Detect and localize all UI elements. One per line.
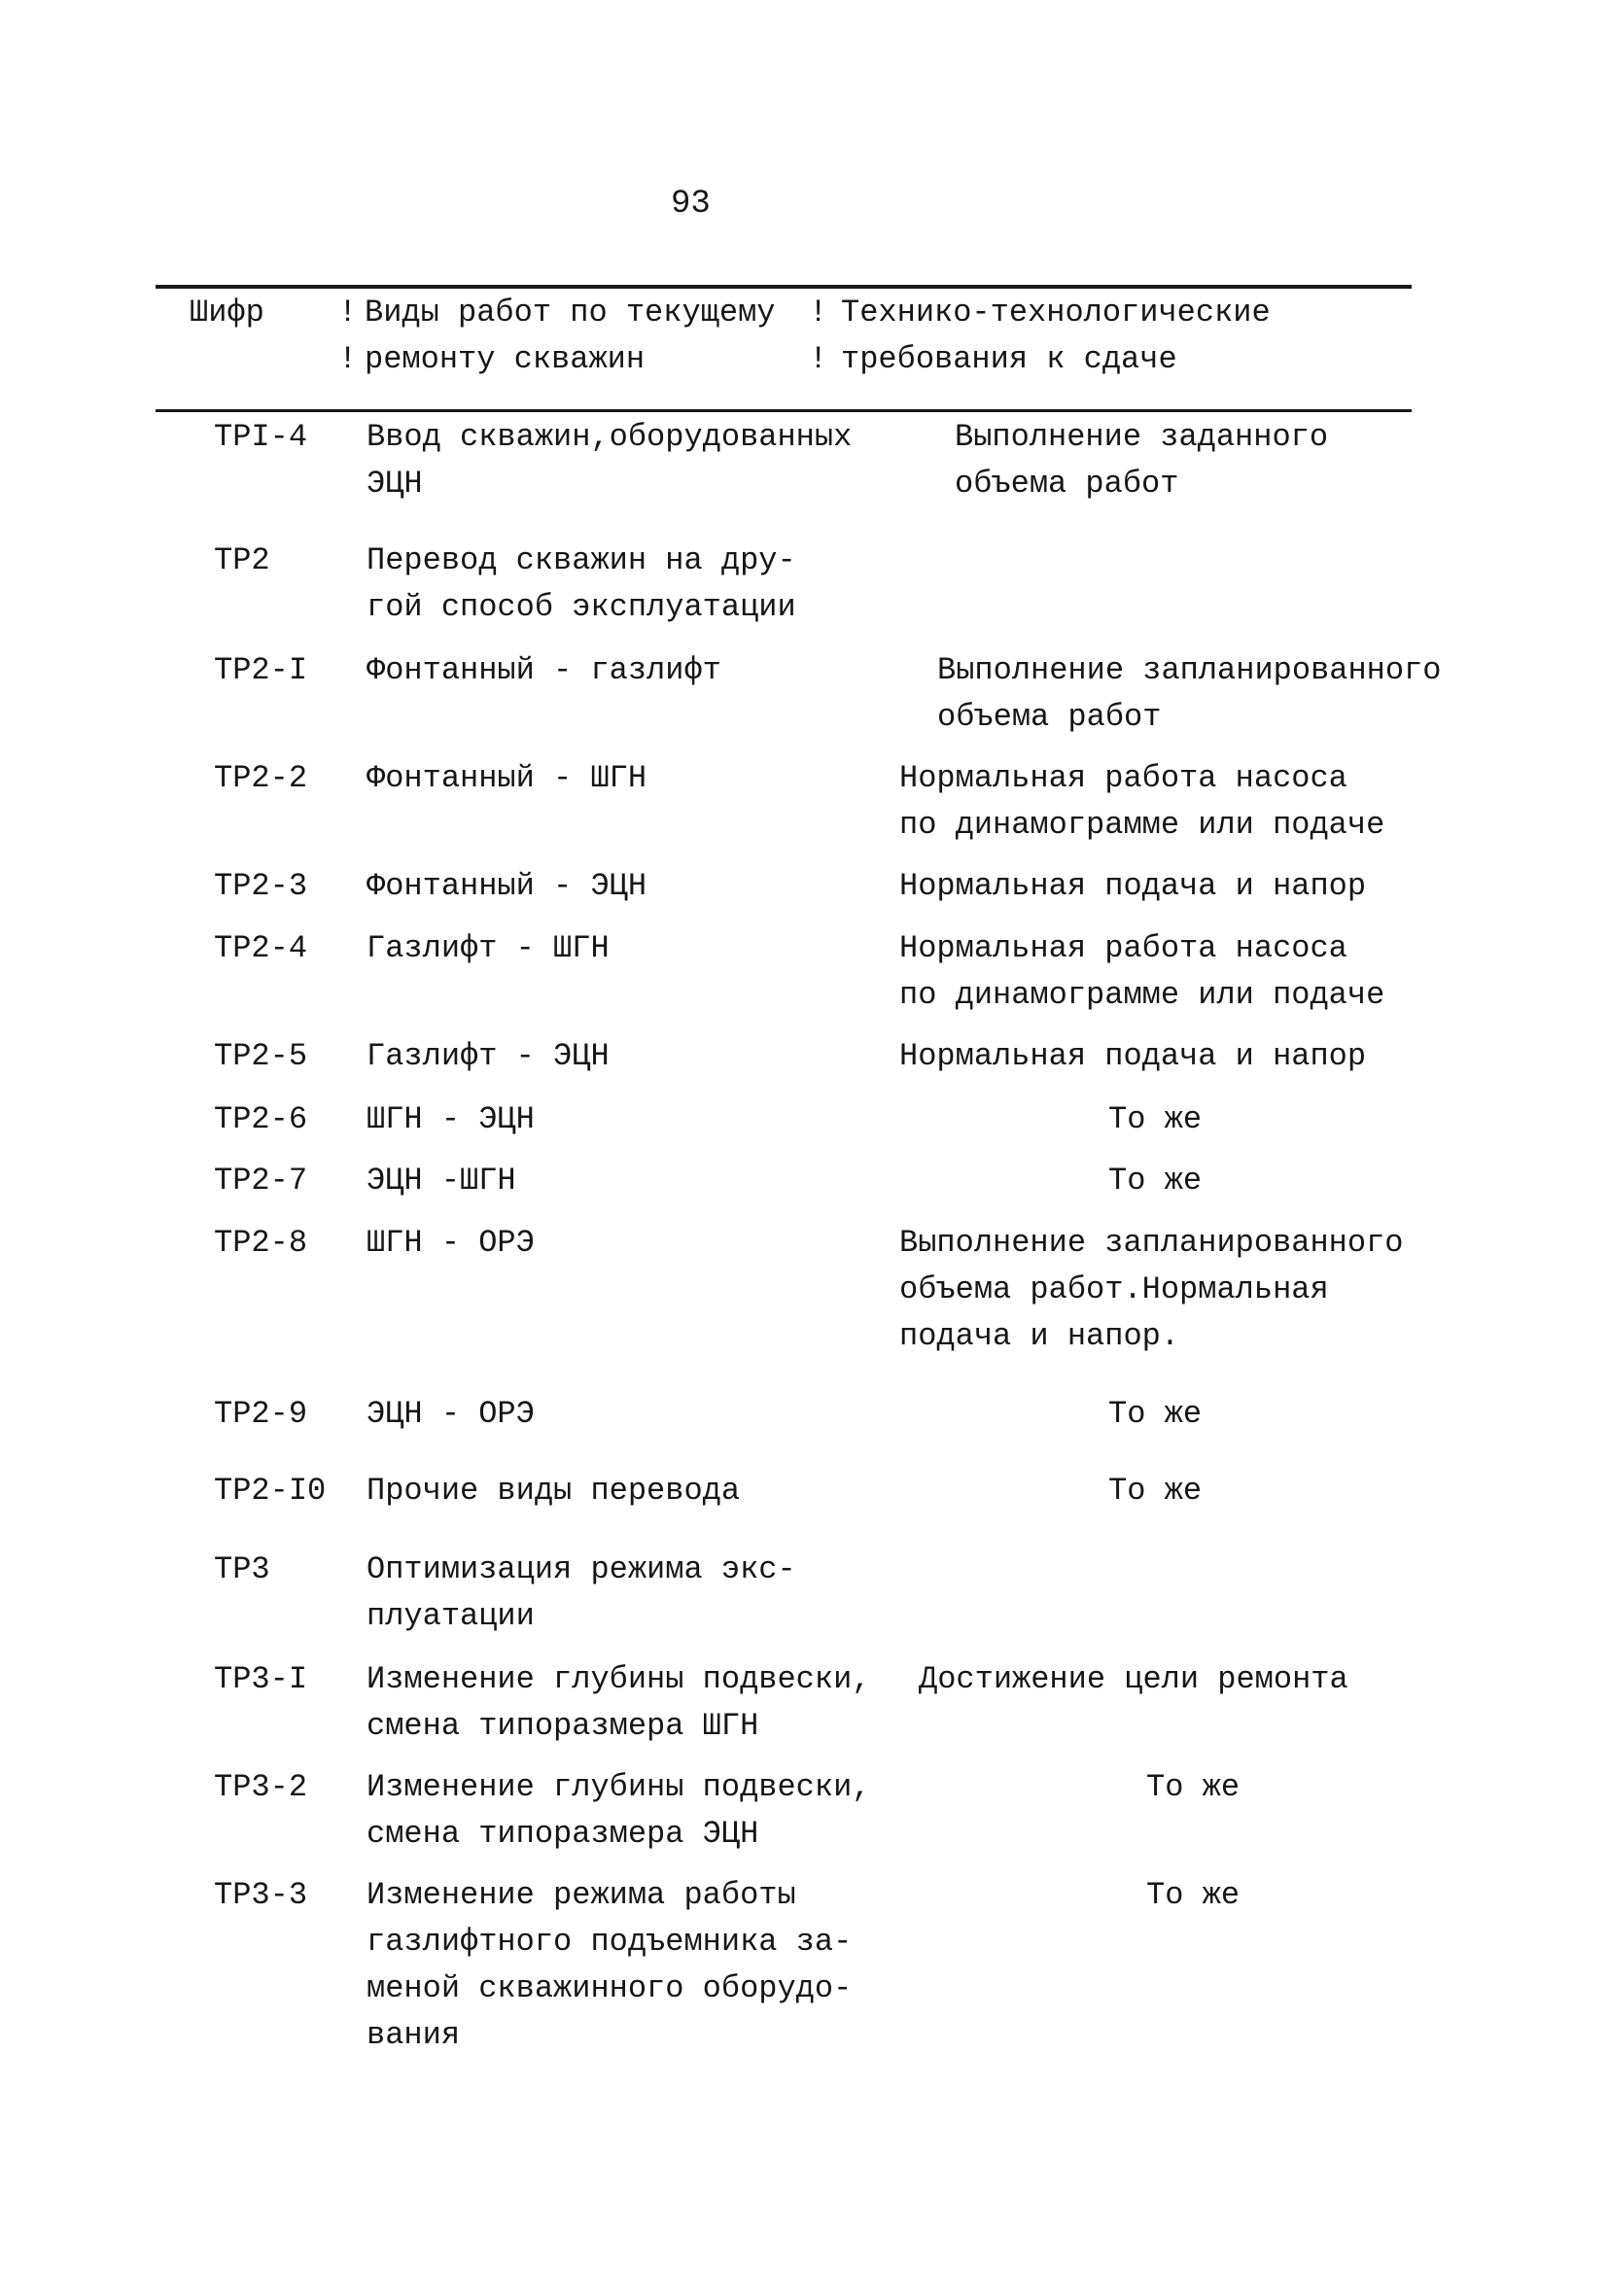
work-line: Газлифт - ЭЦН (367, 1038, 610, 1074)
work-line: Изменение режима работы (367, 1877, 796, 1913)
requirement-line: То же (1146, 1877, 1241, 1913)
table-header-rule (156, 409, 1412, 412)
row-code: ТР2 (214, 542, 270, 578)
requirement-line: Достижение цели ремонта (919, 1661, 1348, 1697)
row-requirement (1108, 1391, 1202, 1438)
requirement-line: Нормальная подача и напор (899, 868, 1367, 904)
row-requirement (955, 414, 1328, 507)
requirement-line: Нормальная работа насоса (899, 760, 1347, 796)
work-line: ЭЦН -ШГН (367, 1163, 516, 1199)
row-code: ТР2-I0 (214, 1473, 327, 1509)
row-code: ТР3 (214, 1551, 270, 1587)
row-work (367, 647, 721, 694)
row-work (367, 1764, 870, 1858)
row-requirement (899, 863, 1366, 910)
row-work (367, 863, 647, 910)
row-code: ТР2-2 (214, 760, 308, 796)
row-requirement (1108, 1468, 1202, 1514)
work-line: смена типоразмера ЭЦН (367, 1816, 759, 1852)
row-code: ТР2-9 (214, 1396, 308, 1432)
row-requirement (1146, 1872, 1240, 1919)
requirement-line: объема работ (937, 699, 1162, 735)
row-work (367, 755, 647, 802)
work-line: ШГН - ОРЭ (367, 1225, 535, 1261)
work-line: Фонтанный - газлифт (367, 652, 721, 688)
row-code: ТР2-8 (214, 1225, 308, 1261)
row-work (367, 1033, 610, 1080)
requirement-line: То же (1108, 1473, 1203, 1509)
work-line: вания (367, 2017, 461, 2053)
row-requirement (899, 925, 1384, 1019)
row-requirement (899, 1033, 1366, 1080)
requirement-line: То же (1146, 1769, 1241, 1805)
row-work (367, 538, 796, 631)
work-line: Ввод скважин,оборудованных (367, 419, 853, 455)
work-line: смена типоразмера ШГН (367, 1708, 759, 1744)
header-requirements-line: требования к сдаче (841, 341, 1177, 377)
row-code: ТР3-3 (214, 1877, 308, 1913)
work-line: Газлифт - ШГН (367, 930, 610, 966)
requirement-line: Выполнение запланированного (899, 1225, 1404, 1261)
row-code: ТР2-4 (214, 930, 308, 966)
row-work (367, 1158, 516, 1204)
header-requirements-line: Технико-технологические (841, 295, 1271, 330)
row-requirement (937, 647, 1441, 741)
work-line: ЭЦН (367, 466, 423, 502)
work-line: Оптимизация режима экс- (367, 1551, 796, 1587)
row-requirement (919, 1656, 1348, 1703)
row-work (367, 414, 852, 507)
row-code: ТРI-4 (214, 419, 308, 455)
row-work (367, 1872, 852, 2059)
row-work (367, 1220, 535, 1267)
requirement-line: То же (1108, 1163, 1203, 1199)
row-work (367, 1096, 535, 1143)
work-line: Прочие виды перевода (367, 1473, 741, 1509)
work-line: Фонтанный - ШГН (367, 760, 647, 796)
requirement-line: Выполнение заданного (955, 419, 1329, 455)
row-code: ТР2-3 (214, 868, 308, 904)
work-line: Перевод скважин на дру- (367, 542, 796, 578)
row-code: ТР3-2 (214, 1769, 308, 1805)
row-requirement (1108, 1096, 1202, 1143)
row-requirement (1146, 1764, 1240, 1811)
work-line: Изменение глубины подвески, (367, 1769, 871, 1805)
work-line: ШГН - ЭЦН (367, 1101, 535, 1137)
row-requirement (899, 1220, 1403, 1360)
requirement-line: То же (1108, 1101, 1203, 1137)
row-code: ТР3-I (214, 1661, 308, 1697)
work-line: плуатации (367, 1598, 535, 1634)
row-code: ТР2-5 (214, 1038, 308, 1074)
header-work-line: ремонту скважин (365, 341, 646, 377)
requirement-line: объема работ (955, 466, 1179, 502)
requirement-line: Нормальная подача и напор (899, 1038, 1367, 1074)
work-line: Изменение глубины подвески, (367, 1661, 871, 1697)
requirement-line: Нормальная работа насоса (899, 930, 1347, 966)
row-work (367, 1468, 740, 1514)
requirement-line: подача и напор. (899, 1318, 1180, 1354)
requirement-line: объема работ.Нормальная (899, 1271, 1329, 1307)
header-separator: ! (338, 341, 358, 377)
header-separator: ! (338, 295, 358, 330)
work-line: газлифтного подъемника за- (367, 1924, 853, 1960)
header-separator: ! (809, 341, 828, 377)
header-separator: ! (809, 295, 828, 330)
requirement-line: по динамограмме или подаче (899, 977, 1385, 1013)
row-code: ТР2-6 (214, 1101, 308, 1137)
header-work-line: Виды работ по текущему (365, 295, 776, 330)
row-code: ТР2-I (214, 652, 308, 688)
requirement-line: по динамограмме или подаче (899, 807, 1385, 843)
page-number: 93 (671, 186, 711, 223)
row-requirement (899, 755, 1384, 849)
work-line: Фонтанный - ЭЦН (367, 868, 647, 904)
requirement-line: Выполнение запланированного (937, 652, 1442, 688)
header-code: Шифр (190, 295, 264, 330)
row-work (367, 1391, 535, 1438)
row-work (367, 1656, 870, 1750)
row-work (367, 925, 610, 972)
row-code: ТР2-7 (214, 1163, 308, 1199)
work-line: ЭЦН - ОРЭ (367, 1396, 535, 1432)
table-top-rule (156, 285, 1412, 289)
requirement-line: То же (1108, 1396, 1203, 1432)
work-line: меной скважинного оборудо- (367, 1970, 853, 2006)
row-requirement (1108, 1158, 1202, 1204)
work-line: гой способ эксплуатации (367, 589, 796, 625)
row-work (367, 1547, 796, 1640)
